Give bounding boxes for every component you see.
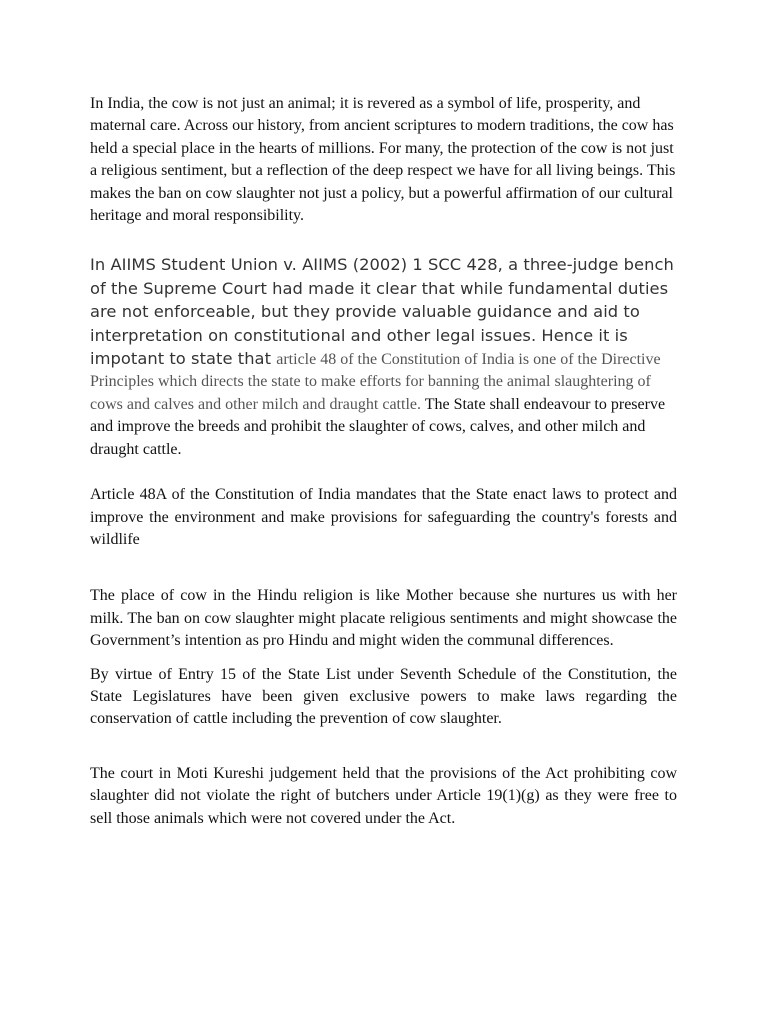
- paragraph-aiims-case: [90, 254, 677, 461]
- paragraph-moti-kureshi: The court in Moti Kureshi judgement held that the provisions of the Act prohibiting cow slaughter did not violate the right of butchers under Article 19(1)(g) as they were free to sell those animals which were not covered under the Act.: [90, 764, 677, 827]
- article-48-closing: The State shall endeavour to preserve and improve the breeds and prohibit the slaughter of cows, calves, and other milch and draught cattle.: [90, 395, 666, 458]
- case-name: AIIMS Student Union v. AIIMS: [110, 255, 348, 275]
- paragraph-entry-15: By virtue of Entry 15 of the State List under Seventh Schedule of the Constitution, the State Legislatures have been given exclusive powers to make laws regarding the conservation of cattle including the prevention of cow slaughter.: [90, 665, 677, 728]
- case-citation-text: (2002) 1 SCC 428, a three-judge bench of the Supreme Court had made it clear that while fundamental duties are not enforceable, but they provide valuable guidance and aid to interpretation on constitutional and other legal issues. Hence it is impotant to state that: [90, 255, 674, 369]
- paragraph-aiims-lead: In: [90, 255, 111, 275]
- article-48-quote: article 48 of the Constitution of India is one of the Directive Principles which directs the state to make efforts for banning the animal slaughtering of cows and calves and other milch and draught cattle.: [90, 351, 661, 413]
- paragraph-cow-symbolism: In India, the cow is not just an animal; it is revered as a symbol of life, prosperity, and maternal care. Across our history, from ancient scriptures to modern traditions, the cow has held a special place in the hearts of millions. For many, the protection of the cow is not just a religious sentiment, but a reflection of the deep respect we have for all living beings. This makes the ban on cow slaughter not just a policy, but a powerful affirmation of our cultural heritage and moral responsibility.: [90, 95, 676, 225]
- paragraph-hindu-religion: The place of cow in the Hindu religion is like Mother because she nurtures us with her milk. The ban on cow slaughter might placate religious sentiments and might showcase the Government’s intention as pro Hindu and might widen the communal differences.: [90, 587, 677, 650]
- document-page: [90, 93, 677, 830]
- paragraph-article-48a: Article 48A of the Constitution of India mandates that the State enact laws to protect and improve the environment and make provisions for safeguarding the country's forests and wildlife: [90, 486, 677, 548]
